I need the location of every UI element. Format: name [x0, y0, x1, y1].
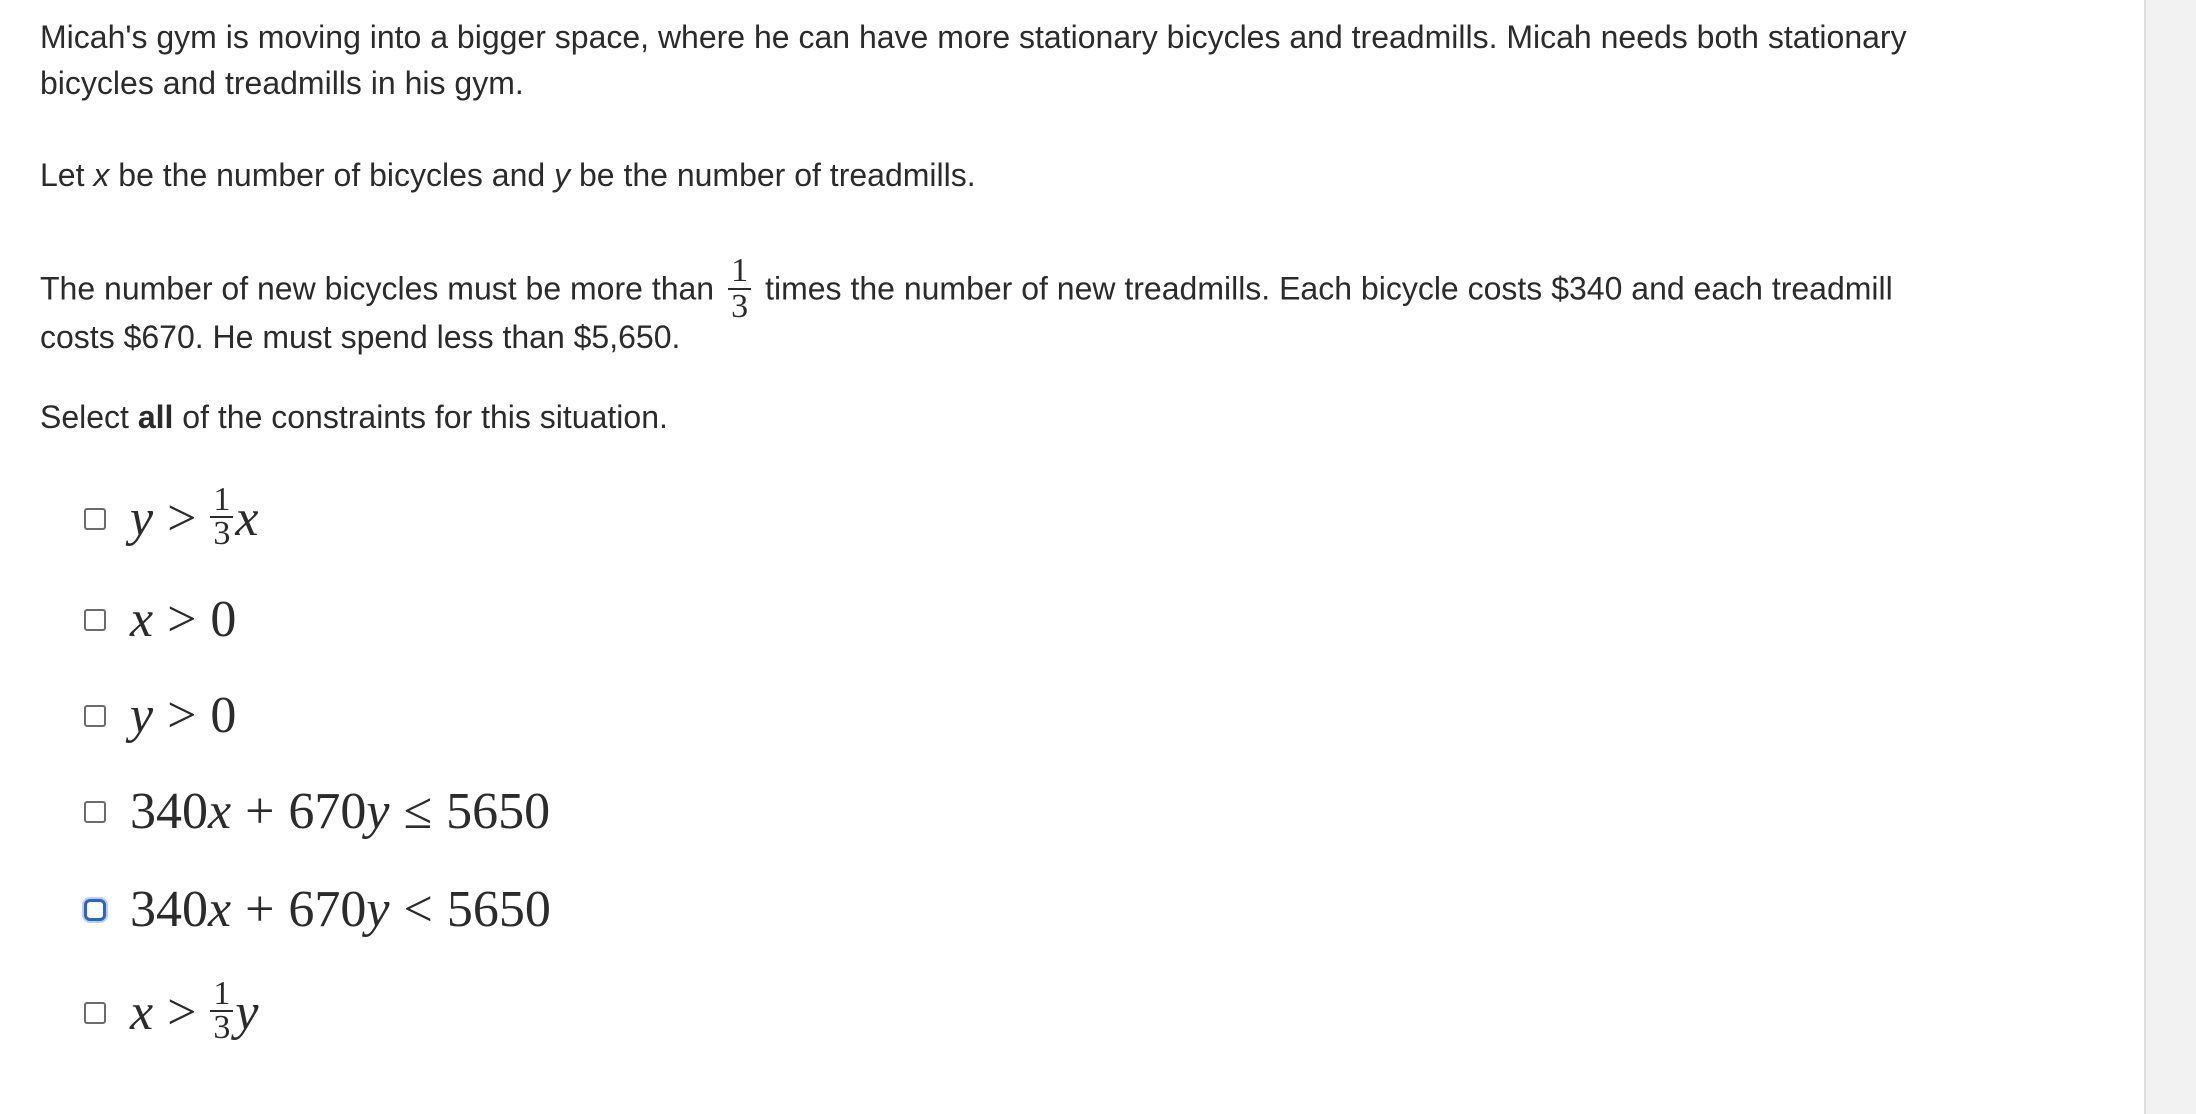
checkbox[interactable] [84, 609, 106, 631]
option-2-expression: x > 0 [130, 591, 237, 648]
select-suffix: of the constraints for this situation. [173, 399, 668, 435]
checkbox[interactable] [84, 705, 106, 727]
condition-suffix: times the number of new treadmills. Each bicycle costs $340 and each treadmill [765, 270, 1893, 307]
one-third-fraction [728, 254, 751, 324]
checkbox-focused[interactable] [84, 899, 106, 921]
option-6-expression: x > $\frac{1}{3}$ y [130, 975, 259, 1046]
condition-line-2: costs $670. He must spend less than $5,650. [40, 319, 681, 355]
option-1-fraction: $\frac{1}{3}$ [210, 484, 233, 550]
checkbox[interactable] [84, 1002, 106, 1024]
fraction-numerator: 1 [728, 254, 751, 290]
option-3-expression: y > 0 [130, 687, 237, 744]
condition-prefix: The number of new bicycles must be more than [40, 270, 715, 307]
select-prefix: Select [40, 399, 138, 435]
checkbox[interactable] [84, 801, 106, 823]
scrollbar-track[interactable] [2144, 0, 2196, 1114]
option-1-expression: y > $\frac{1}{3}$ x [130, 481, 259, 552]
let-y-var: y [554, 157, 571, 193]
option-5[interactable] [84, 875, 551, 945]
option-4-expression: 340 x + 670 y ≤ 5650 [130, 783, 551, 840]
option-3[interactable] [84, 681, 236, 751]
option-4[interactable] [84, 777, 550, 847]
select-bold: all [137, 399, 174, 435]
variable-definition [40, 152, 976, 198]
option-1[interactable] [84, 481, 259, 554]
option-6-fraction: $\frac{1}{3}$ [210, 978, 233, 1044]
let-x-var: x [93, 157, 110, 193]
let-prefix: Let [40, 157, 94, 193]
checkbox[interactable] [84, 508, 106, 530]
let-mid: be the number of bicycles and [109, 157, 555, 193]
option-6[interactable] [84, 975, 259, 1048]
let-suffix: be the number of treadmills. [570, 157, 976, 193]
option-5-expression: 340 x + 670 y < 5650 [130, 881, 551, 938]
problem-line-2: bicycles and treadmills in his gym. [40, 65, 524, 101]
option-2[interactable] [84, 585, 236, 655]
instruction [40, 394, 668, 440]
problem-line-1: Micah's gym is moving into a bigger space, where he can have more stationary bicycles and treadmills. Micah needs both stationary [40, 19, 1907, 55]
fraction-denominator: 3 [731, 288, 749, 325]
